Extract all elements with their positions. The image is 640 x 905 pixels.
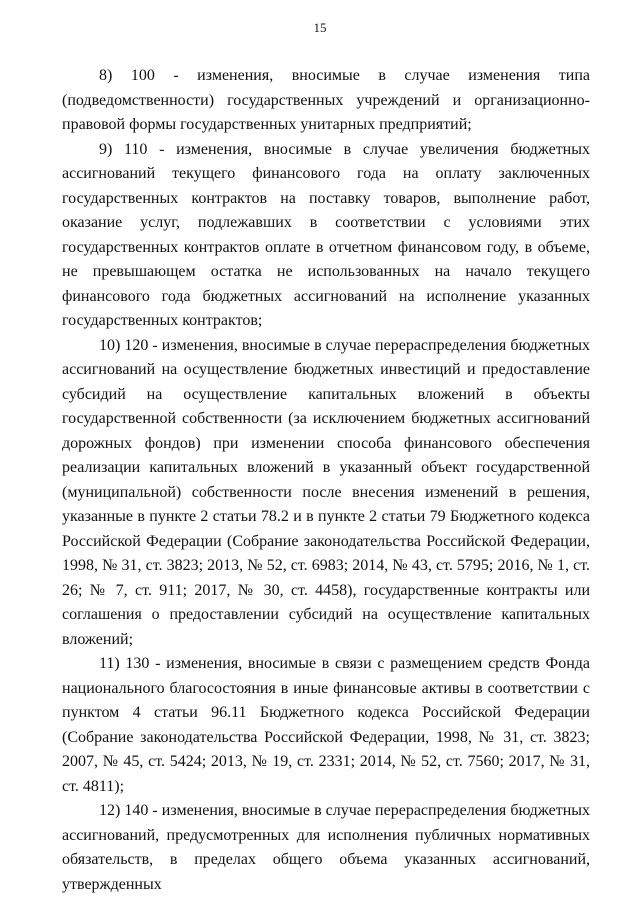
paragraph-item-10: 10) 120 - изменения, вносимые в случае перераспределения бюджетных ассигнований на осуществление бюджетных инвестиций и предоставление субсидий на осуществление капитальных вложений в объекты государственной собственности (за исключением бюджетных ассигнований дорожных фондов) при изменении способа финансового обеспечения реализации капитальных вложений в указанный объект государственной (муниципальной) собственности после внесения изменений в решения, указанные в пункте 2 статьи 78.2 и в пункте 2 статьи 79 Бюджетного кодекса Российской Федерации (Собрание законодательства Российской Федерации, 1998, № 31, ст. 3823; 2013, № 52, ст. 6983; 2014, № 43, ст. 5795; 2016, № 1, ст. 26; № 7, ст. 911; 2017, № 30, ст. 4458), государственные контракты или соглашения о предоставлении субсидий на осуществление капитальных вложений; <box>62 336 590 648</box>
paragraph-item-11: 11) 130 - изменения, вносимые в связи с размещением средств Фонда национального благосостояния в иные финансовые активы в соответствии с пунктом 4 статьи 96.11 Бюджетного кодекса Российской Федерации (Собрание законодательства Российской Федерации, 1998, № 31, ст. 3823; 2007, № 45, ст. 5424; 2013, № 19, ст. 2331; 2014, № 52, ст. 7560; 2017, № 31, ст. 4811); <box>62 655 590 795</box>
paragraph-item-12: 12) 140 - изменения, вносимые в случае перераспределения бюджетных ассигнований, предусмотренных для исполнения публичных нормативных обязательств, в пределах общего объема указанных ассигнований, утвержденных <box>62 802 590 893</box>
page-number: 15 <box>313 20 327 35</box>
paragraph-item-9: 9) 110 - изменения, вносимые в случае увеличения бюджетных ассигнований текущего финансового года на оплату заключенных государственных контрактов на поставку товаров, выполнение работ, оказание услуг, подлежавших в соответствии с условиями этих государственных контрактов оплате в отчетном финансовом году, в объеме, не превышающем остатка не использованных на начало текущего финансового года бюджетных ассигнований на исполнение указанных государственных контрактов; <box>62 140 590 329</box>
paragraph-item-8: 8) 100 - изменения, вносимые в случае изменения типа (подведомственности) государственных учреждений и организационно-правовой формы государственных унитарных предприятий; <box>62 67 590 133</box>
document-body <box>62 64 590 897</box>
